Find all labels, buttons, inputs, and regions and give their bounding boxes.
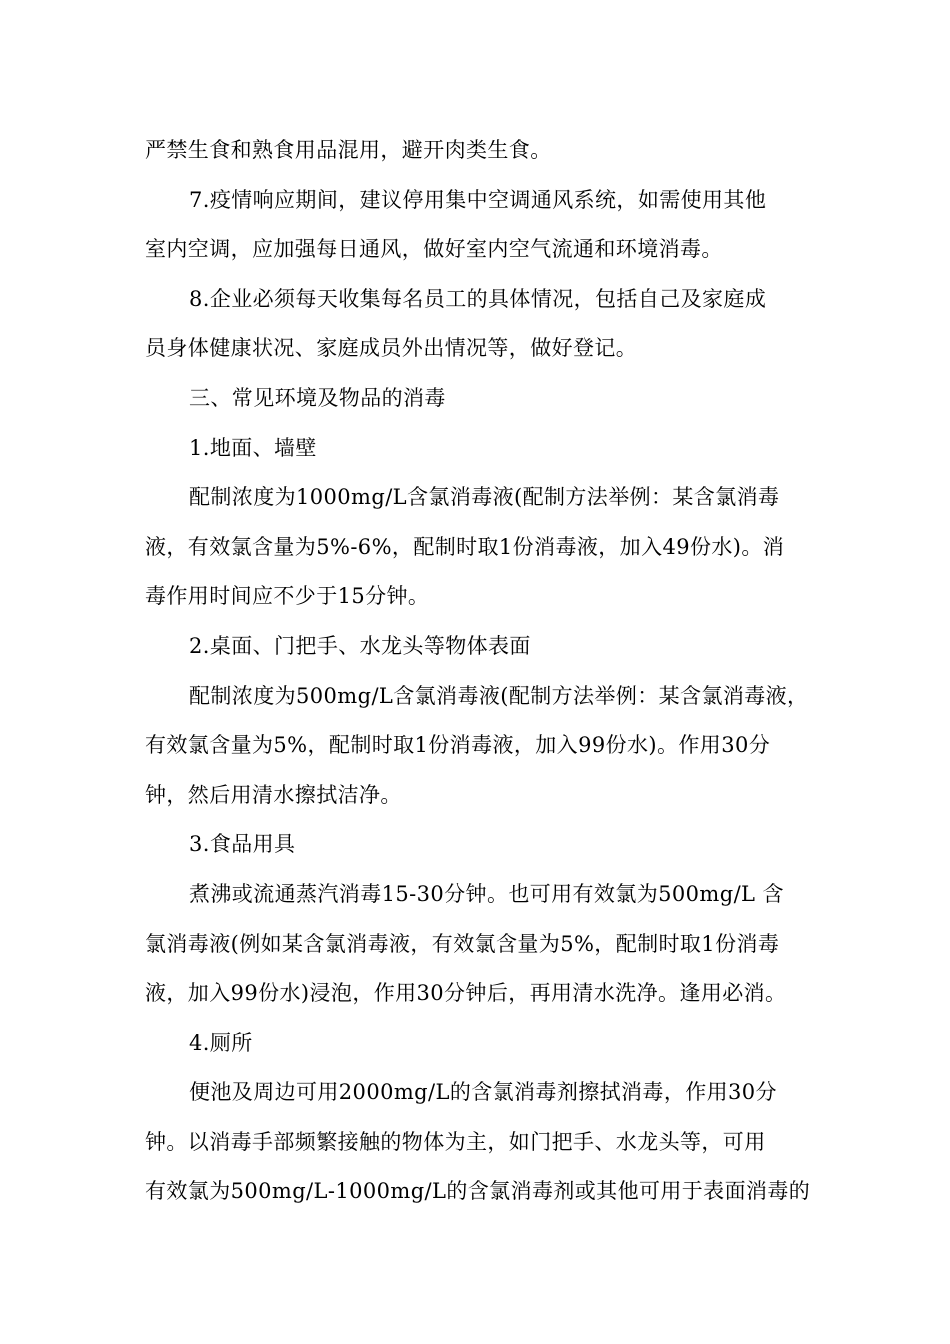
text-line: 有效氯为500mg/L-1000mg/L的含氯消毒剂或其他可用于表面消毒的 [145, 1179, 811, 1204]
subsection-heading: 3.食品用具 [189, 832, 296, 857]
text-line: 氯消毒液(例如某含氯消毒液，有效氯含量为5%，配制时取1份消毒 [145, 931, 780, 956]
text-line: 液，加入99份水)浸泡，作用30分钟后，再用清水洗净。逢用必消。 [145, 981, 787, 1006]
text-line: 室内空调，应加强每日通风，做好室内空气流通和环境消毒。 [145, 237, 723, 262]
text-line: 严禁生食和熟食用品混用，避开肉类生食。 [145, 138, 552, 162]
text-line: 7.疫情响应期间，建议停用集中空调通风系统，如需使用其他 [189, 187, 767, 212]
subsection-heading: 2.桌面、门把手、水龙头等物体表面 [189, 633, 531, 658]
text-line: 配制浓度为500mg/L含氯消毒液(配制方法举例：某含氯消毒液， [189, 683, 809, 708]
section-heading: 三、常见环境及物品的消毒 [189, 385, 446, 410]
text-line: 钟。以消毒手部频繁接触的物体为主，如门把手、水龙头等，可用 [145, 1129, 766, 1154]
subsection-heading: 4.厕所 [189, 1030, 253, 1055]
text-line: 钟，然后用清水擦拭洁净。 [145, 782, 402, 807]
text-line: 配制浓度为1000mg/L含氯消毒液(配制方法举例：某含氯消毒 [189, 485, 780, 510]
text-line: 8.企业必须每天收集每名员工的具体情况，包括自己及家庭成 [189, 286, 767, 311]
text-line: 液，有效氯含量为5%-6%，配制时取1份消毒液，加入49份水)。消 [145, 534, 785, 559]
text-line: 便池及周边可用2000mg/L的含氯消毒剂擦拭消毒，作用30分 [189, 1080, 777, 1105]
text-line: 员身体健康状况、家庭成员外出情况等，做好登记。 [145, 336, 638, 361]
subsection-heading: 1.地面、墙壁 [189, 435, 317, 460]
text-line: 有效氯含量为5%，配制时取1份消毒液，加入99份水)。作用30分 [145, 733, 771, 758]
text-line: 煮沸或流通蒸汽消毒15-30分钟。也可用有效氯为500mg/L 含 [189, 881, 784, 906]
document-body [145, 126, 825, 1217]
text-line: 毒作用时间应不少于15分钟。 [145, 584, 430, 609]
